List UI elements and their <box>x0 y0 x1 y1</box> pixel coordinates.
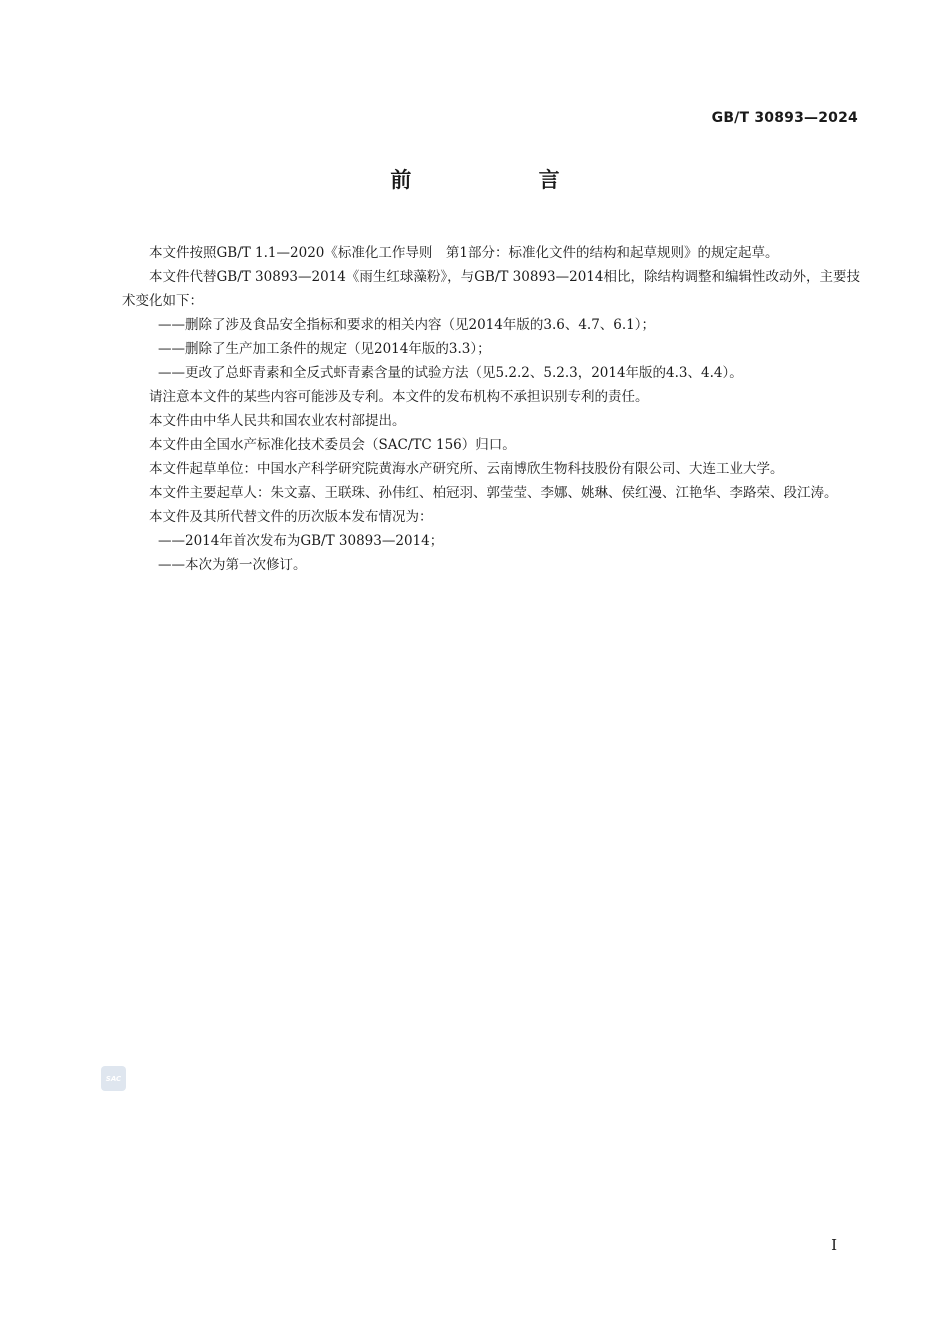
sac-watermark-logo: SAC <box>101 1066 126 1091</box>
paragraph: 本文件起草单位：中国水产科学研究院黄海水产研究所、云南博欣生物科技股份有限公司、大连工业大学。 <box>149 461 784 477</box>
foreword-body <box>122 241 860 577</box>
page-number: I <box>831 1236 837 1254</box>
list-item: ——本次为第一次修订。 <box>158 557 307 573</box>
paragraph: 请注意本文件的某些内容可能涉及专利。本文件的发布机构不承担识别专利的责任。 <box>149 389 649 405</box>
list-item: ——2014年首次发布为GB/T 30893—2014； <box>158 533 444 549</box>
paragraph: 本文件由中华人民共和国农业农村部提出。 <box>149 413 406 429</box>
paragraph: 本文件主要起草人：朱文嘉、王联珠、孙伟红、柏冠羽、郭莹莹、李娜、姚琳、侯红漫、江艳华、李路荣、段江涛。 <box>149 485 838 501</box>
list-item: ——删除了涉及食品安全指标和要求的相关内容（见2014年版的3.6、4.7、6.1）； <box>158 317 656 333</box>
list-item: ——更改了总虾青素和全反式虾青素含量的试验方法（见5.2.2、5.2.3，2014年版的4.3、4.4）。 <box>158 365 743 381</box>
page-title: 前 言 <box>390 168 620 192</box>
paragraph: 本文件及其所代替文件的历次版本发布情况为： <box>149 509 433 525</box>
paragraph: 本文件由全国水产标准化技术委员会（SAC/TC 156）归口。 <box>149 437 516 453</box>
paragraph: 本文件按照GB/T 1.1—2020《标准化工作导则 第1部分：标准化文件的结构和起草规则》的规定起草。 <box>149 245 779 261</box>
standard-code: GB/T 30893—2024 <box>711 110 858 126</box>
list-item: ——删除了生产加工条件的规定（见2014年版的3.3）； <box>158 341 491 357</box>
paragraph: 本文件代替GB/T 30893—2014《雨生红球藻粉》，与GB/T 30893—2014相比，除结构调整和编辑性改动外，主要技术变化如下： <box>122 269 860 309</box>
